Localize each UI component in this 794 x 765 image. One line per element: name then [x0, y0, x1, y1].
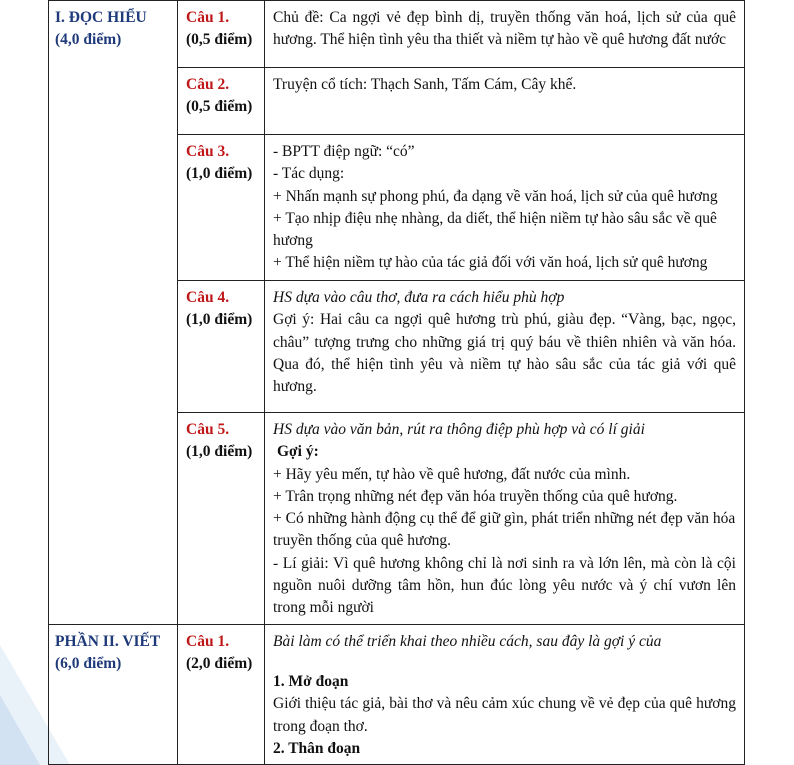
answer-line: + Hãy yêu mến, tự hào về quê hương, đất nước của mình.	[273, 465, 631, 483]
answer-line: Giới thiệu tác giả, bài thơ và nêu cảm xúc chung về vẻ đẹp của quê hương trong đoạn thơ.	[273, 695, 736, 735]
corner-decoration-inner	[0, 695, 40, 765]
section-title: PHẦN II. VIẾT	[55, 632, 161, 650]
answer-subheading: 1. Mở đoạn	[273, 672, 349, 690]
answer-line: - Tác dụng:	[273, 165, 345, 183]
question-cell	[178, 281, 265, 413]
section-cell	[49, 1, 178, 625]
answer-line: + Thể hiện niềm tự hào của tác giả đối với văn hoá, lịch sử quê hương	[273, 254, 708, 272]
question-points: (1,0 điểm)	[186, 443, 253, 461]
section-title: I. ĐỌC HIỂU	[55, 9, 147, 26]
answer-line: Gợi ý: Hai câu ca ngợi quê hương trù phú, giàu đẹp. “Vàng, bạc, ngọc, châu” tượng trưng cho những giá trị quý báu về thiên nhiên và văn hóa. Qua đó, thể hiện tình yêu và niềm tự hào sâu sắc của tác giả với quê hương.	[273, 311, 736, 396]
answer-instruction: Bài làm có thể triển khai theo nhiều cách, sau đây là gợi ý của	[273, 632, 662, 650]
question-cell	[178, 135, 265, 281]
question-points: (1,0 điểm)	[186, 165, 253, 183]
question-label: Câu 1.	[186, 632, 230, 650]
answer-instruction: HS dựa vào câu thơ, đưa ra cách hiểu phù hợp	[273, 289, 565, 306]
section-points: (6,0 điểm)	[55, 654, 122, 672]
answer-cell	[265, 1, 745, 68]
answer-line: + Có những hành động cụ thể để giữ gìn, phát triển những nét đẹp văn hóa truyền thống của quê hương.	[273, 510, 736, 550]
answer-line: + Trân trọng những nét đẹp văn hóa truyền thống của quê hương.	[273, 487, 678, 505]
section-cell	[49, 624, 178, 764]
question-cell	[178, 68, 265, 135]
answer-line: + Nhấn mạnh sự phong phú, đa dạng về văn hoá, lịch sử của quê hương	[273, 187, 718, 205]
answer-subheading: 2. Thân đoạn	[273, 739, 361, 757]
answer-cell	[265, 281, 745, 413]
answer-line: Truyện cổ tích: Thạch Sanh, Tấm Cám, Cây khế.	[273, 76, 577, 93]
question-label: Câu 5.	[186, 421, 230, 438]
question-points: (1,0 điểm)	[186, 311, 253, 329]
question-label: Câu 2.	[186, 76, 230, 93]
answer-key-table	[48, 0, 745, 765]
answer-cell	[265, 624, 745, 764]
table-row	[49, 1, 745, 68]
question-cell	[178, 1, 265, 68]
answer-line: + Tạo nhịp điệu nhẹ nhàng, da diết, thể hiện niềm tự hào sâu sắc về quê hương	[273, 209, 717, 250]
question-cell	[178, 624, 265, 764]
question-points: (0,5 điểm)	[186, 31, 253, 49]
section-points: (4,0 điểm)	[55, 31, 122, 49]
answer-cell	[265, 135, 745, 281]
answer-line: - BPTT điệp ngữ: “có”	[273, 143, 415, 160]
answer-hint-heading: Gợi ý:	[277, 443, 319, 461]
answer-cell	[265, 68, 745, 135]
question-points: (2,0 điểm)	[186, 654, 253, 672]
question-label: Câu 3.	[186, 143, 230, 160]
table-row	[49, 624, 745, 764]
question-points: (0,5 điểm)	[186, 98, 253, 116]
answer-cell	[265, 413, 745, 625]
answer-line: Chủ đề: Ca ngợi vẻ đẹp bình dị, truyền thống văn hoá, lịch sử của quê hương. Thể hiện tình yêu tha thiết và niềm tự hào về quê hương đất nước	[273, 9, 736, 49]
answer-line: - Lí giải: Vì quê hương không chỉ là nơi sinh ra và lớn lên, mà còn là cội nguồn nuôi dưỡng tâm hồn, hun đúc lòng yêu nước và ý chí vươn lên trong mỗi người	[273, 554, 736, 617]
question-cell	[178, 413, 265, 625]
question-label: Câu 4.	[186, 289, 230, 306]
question-label: Câu 1.	[186, 9, 230, 26]
answer-instruction: HS dựa vào văn bản, rút ra thông điệp phù hợp và có lí giải	[273, 421, 645, 438]
